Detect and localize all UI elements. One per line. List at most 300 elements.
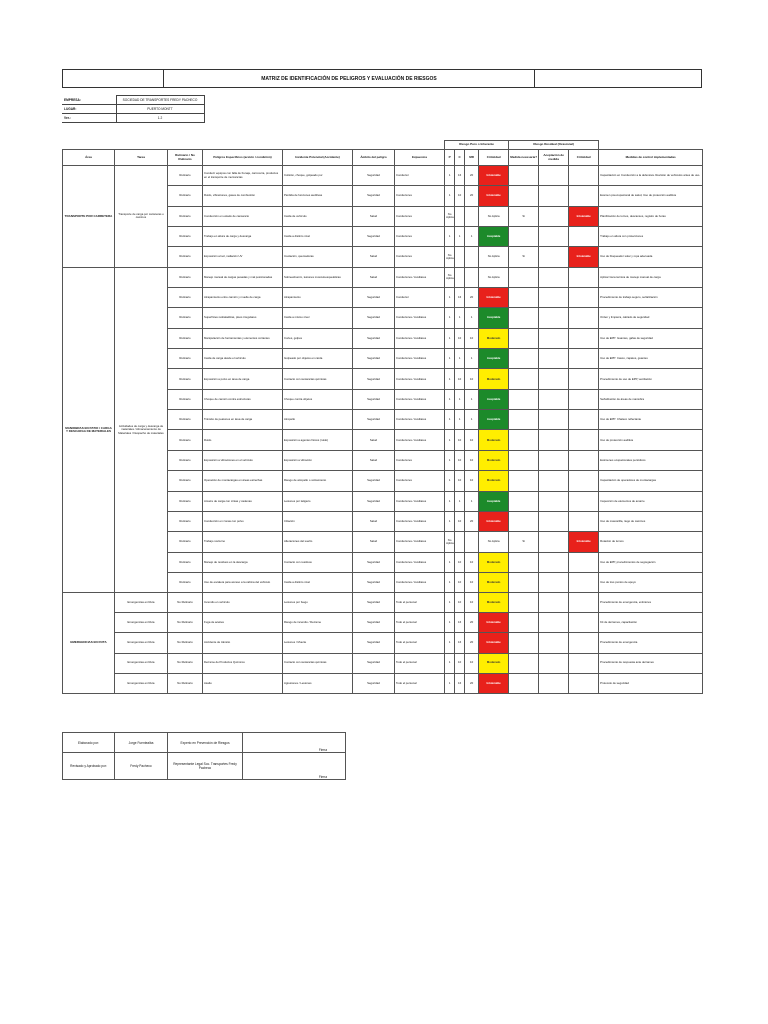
scope-cell: Salud	[353, 511, 395, 531]
column-header: Aceptación de medida	[539, 150, 569, 166]
hazard-cell: Trabajo nocturno	[203, 532, 283, 552]
risk-magnitude-cell: 20	[465, 288, 479, 308]
hazard-cell: Uso de escalera para acceso a la cabina del vehículo	[203, 572, 283, 592]
residual-criticality-cell	[569, 308, 599, 328]
hazard-cell: Asalto	[203, 673, 283, 693]
criticality-badge: Moderado	[479, 552, 509, 572]
criticality-badge: Intolerable	[479, 511, 509, 531]
incident-cell: Cortes, golpes	[283, 328, 353, 348]
task-cell: Actividades de carga y descarga de materiales / Almacenamiento de Materiales / Despacho de materiales	[115, 267, 168, 593]
measure-needed-cell	[509, 349, 539, 369]
residual-criticality-cell	[569, 572, 599, 592]
exposed-cell: Conductores / Auxiliares	[395, 389, 445, 409]
column-header: Incidente Potencial (Accidente)	[283, 150, 353, 166]
consequence-cell: 16	[455, 613, 465, 633]
residual-criticality-cell	[569, 633, 599, 653]
table-row	[63, 653, 703, 673]
area-cell: MANIOBRAS EN PATIO / CARGA Y DESCARGA DE MATERIALES	[63, 267, 115, 593]
residual-criticality-cell	[569, 552, 599, 572]
scope-cell: Seguridad	[353, 572, 395, 592]
control-measures-cell: Capacitación de operadores de montacargas	[599, 471, 703, 491]
probability-cell: 1	[445, 673, 455, 693]
risk-magnitude-cell: 10	[465, 653, 479, 673]
exposed-cell: Conductores	[395, 471, 445, 491]
residual-criticality-cell	[569, 653, 599, 673]
control-measures-cell: Exámenes ocupacionales periódicos	[599, 450, 703, 470]
probability-cell: 1	[445, 653, 455, 673]
scope-cell: Salud	[353, 267, 395, 287]
consequence-cell: 1	[455, 410, 465, 430]
risk-magnitude-cell: 10	[465, 593, 479, 613]
consequence-cell: 10	[455, 471, 465, 491]
table-row	[63, 267, 703, 287]
signature-table	[62, 732, 346, 780]
measure-needed-cell	[509, 653, 539, 673]
probability-cell: 1	[445, 633, 455, 653]
exposed-cell: Conductores / Auxiliares	[395, 267, 445, 287]
column-header: Criticidad	[569, 150, 599, 166]
incident-cell: Sobreesfuerzo, lesiones musculoesqueléticas	[283, 267, 353, 287]
incident-cell: Riesgo de incendio / Derrame	[283, 613, 353, 633]
exposed-cell: Conductores / Auxiliares	[395, 511, 445, 531]
hazard-cell: Choque de camión contra estructuras	[203, 389, 283, 409]
hazard-cell: Caída de carga desde el vehículo	[203, 349, 283, 369]
hazard-cell: Manejo de residuos en la descarga	[203, 552, 283, 572]
measure-acceptance-cell	[539, 206, 569, 226]
exposed-cell: Todo el personal	[395, 673, 445, 693]
criticality-badge: Moderado	[479, 430, 509, 450]
scope-cell: Seguridad	[353, 389, 395, 409]
control-measures-cell: Trabajo en altura con protecciones	[599, 227, 703, 247]
probability-cell: 1	[445, 410, 455, 430]
consequence-cell: 1	[455, 491, 465, 511]
risk-magnitude-cell	[465, 532, 479, 552]
consequence-cell: 10	[455, 450, 465, 470]
consequence-cell: 10	[455, 369, 465, 389]
risk-matrix-table	[62, 140, 703, 694]
routine-cell: Rutinario	[168, 410, 203, 430]
risk-magnitude-cell: 1	[465, 389, 479, 409]
probability-cell: No Aplica	[445, 532, 455, 552]
measure-needed-cell	[509, 410, 539, 430]
exposed-cell: Conductores / Auxiliares	[395, 308, 445, 328]
hazard-cell: Manejo manual de cargas pesadas y mal posicionadas	[203, 267, 283, 287]
measure-needed-cell	[509, 471, 539, 491]
signature-row	[63, 753, 346, 780]
routine-cell: Rutinario	[168, 308, 203, 328]
measure-acceptance-cell	[539, 491, 569, 511]
column-header: Criticidad	[479, 150, 509, 166]
control-measures-cell: Procedimiento de uso de EPP, ventilación	[599, 369, 703, 389]
residual-criticality-cell	[569, 288, 599, 308]
control-measures-cell: Kit de derrames, capacitación	[599, 613, 703, 633]
routine-cell: Rutinario	[168, 491, 203, 511]
incident-cell: Insolación, quemaduras	[283, 247, 353, 267]
probability-cell: 1	[445, 471, 455, 491]
consequence-cell: 10	[455, 572, 465, 592]
consequence-cell: 10	[455, 186, 465, 206]
exposed-cell: Conductores	[395, 186, 445, 206]
scope-cell: Seguridad	[353, 471, 395, 491]
residual-criticality-cell: Intolerable	[569, 247, 599, 267]
incident-cell: Contacto con residuos	[283, 552, 353, 572]
control-measures-cell: Procedimiento de trabajo seguro, señalización	[599, 288, 703, 308]
incident-cell: Contacto con sustancias químicas	[283, 369, 353, 389]
column-header: Tarea	[115, 150, 168, 166]
info-label: EMPRESA:	[62, 96, 116, 105]
control-measures-cell: Uso de tres puntos de apoyo	[599, 572, 703, 592]
probability-cell: 1	[445, 511, 455, 531]
measure-needed-cell	[509, 633, 539, 653]
probability-cell: 1	[445, 613, 455, 633]
measure-acceptance-cell	[539, 328, 569, 348]
measure-needed-cell	[509, 491, 539, 511]
control-measures-cell: Uso de mascarilla, riego de caminos	[599, 511, 703, 531]
routine-cell: No Rutinario	[168, 633, 203, 653]
routine-cell: Rutinario	[168, 186, 203, 206]
measure-acceptance-cell	[539, 430, 569, 450]
risk-magnitude-cell: 10	[465, 430, 479, 450]
risk-magnitude-cell: 10	[465, 572, 479, 592]
probability-cell: 1	[445, 430, 455, 450]
risk-magnitude-cell: 10	[465, 552, 479, 572]
scope-cell: Seguridad	[353, 186, 395, 206]
hazard-cell: Atrapamiento entre camión y muelle de carga	[203, 288, 283, 308]
routine-cell: No Rutinario	[168, 673, 203, 693]
criticality-badge: Aceptable	[479, 308, 509, 328]
risk-magnitude-cell: 20	[465, 673, 479, 693]
measure-acceptance-cell	[539, 633, 569, 653]
criticality-badge: Moderado	[479, 593, 509, 613]
exposed-cell: Conductores	[395, 247, 445, 267]
incident-cell: Contacto con sustancias químicas	[283, 653, 353, 673]
logo-cell	[63, 70, 164, 87]
task-cell: Emergencias en Ruta	[115, 593, 168, 613]
consequence-cell: 10	[455, 430, 465, 450]
control-measures-cell: Inspección de elementos de amarre	[599, 491, 703, 511]
measure-acceptance-cell	[539, 653, 569, 673]
consequence-cell: 1	[455, 227, 465, 247]
probability-cell: No Aplica	[445, 206, 455, 226]
routine-cell: Rutinario	[168, 247, 203, 267]
measure-acceptance-cell	[539, 247, 569, 267]
routine-cell: Rutinario	[168, 328, 203, 348]
measure-needed-cell	[509, 288, 539, 308]
scope-cell: Seguridad	[353, 552, 395, 572]
measure-acceptance-cell	[539, 613, 569, 633]
hazard-cell: Manipulación de herramientas y elementos cortantes	[203, 328, 283, 348]
criticality-badge: Intolerable	[479, 166, 509, 186]
criticality-badge: Aceptable	[479, 389, 509, 409]
hazard-cell: Exposición al sol, radiación UV	[203, 247, 283, 267]
incident-cell: Atropello	[283, 410, 353, 430]
hazard-cell: Superficies resbaladizas, pisos irregulares	[203, 308, 283, 328]
revisado-name: Fredy Pacheco	[115, 753, 168, 780]
probability-cell: 1	[445, 389, 455, 409]
measure-needed-cell: Sí	[509, 247, 539, 267]
measure-acceptance-cell	[539, 389, 569, 409]
company-info-table	[62, 95, 205, 123]
measure-acceptance-cell	[539, 267, 569, 287]
elaborado-role: Experto en Prevención de Riesgos	[168, 733, 243, 753]
routine-cell: Rutinario	[168, 369, 203, 389]
residual-criticality-cell: Intolerable	[569, 206, 599, 226]
routine-cell: Rutinario	[168, 166, 203, 186]
residual-criticality-cell	[569, 267, 599, 287]
probability-cell: 1	[445, 186, 455, 206]
exposed-cell: Todo el personal	[395, 613, 445, 633]
measure-needed-cell	[509, 369, 539, 389]
exposed-cell: Conductores / Auxiliares	[395, 532, 445, 552]
consequence-cell: 10	[455, 653, 465, 673]
control-measures-cell: Procedimiento de emergencia, extintores	[599, 593, 703, 613]
exposed-cell: Todo el personal	[395, 593, 445, 613]
measure-needed-cell	[509, 572, 539, 592]
firma-field-1: Firma	[243, 733, 346, 753]
hazard-cell: Conducir equipos con falla de frenaje, carrocería, productos en el transporte de mercancías	[203, 166, 283, 186]
risk-magnitude-cell	[465, 267, 479, 287]
control-measures-cell: Uso de EPP: Guantes, gafas de seguridad	[599, 328, 703, 348]
info-label: Ver.:	[62, 114, 116, 123]
residual-criticality-cell	[569, 430, 599, 450]
criticality-badge: No Aplica	[479, 532, 509, 552]
group-header-row	[63, 141, 703, 150]
hazard-cell: Fuga de aceites	[203, 613, 283, 633]
consequence-cell: 10	[455, 552, 465, 572]
criticality-badge: Moderado	[479, 328, 509, 348]
exposed-cell: Conductor	[395, 288, 445, 308]
scope-cell: Seguridad	[353, 349, 395, 369]
exposed-cell: Todo el personal	[395, 653, 445, 673]
residual-criticality-cell	[569, 673, 599, 693]
incident-cell: Golpeado por objetos en caída	[283, 349, 353, 369]
residual-criticality-cell	[569, 511, 599, 531]
measure-acceptance-cell	[539, 349, 569, 369]
scope-cell: Seguridad	[353, 308, 395, 328]
probability-cell: 1	[445, 328, 455, 348]
criticality-badge: Intolerable	[479, 633, 509, 653]
scope-cell: Seguridad	[353, 653, 395, 673]
routine-cell: No Rutinario	[168, 593, 203, 613]
scope-cell: Seguridad	[353, 673, 395, 693]
measure-needed-cell	[509, 450, 539, 470]
exposed-cell: Conductor	[395, 166, 445, 186]
control-measures-cell: Capacitación en Conducción a la defensiva. Revisión de vehículos antes de uso.	[599, 166, 703, 186]
table-row	[63, 673, 703, 693]
table-row	[63, 613, 703, 633]
exposed-cell: Conductores	[395, 227, 445, 247]
column-header: Medidas de control implementadas	[599, 150, 703, 166]
criticality-badge: Intolerable	[479, 288, 509, 308]
measure-needed-cell	[509, 186, 539, 206]
incident-cell: Atrapamiento	[283, 288, 353, 308]
consequence-cell: 16	[455, 673, 465, 693]
info-row	[62, 96, 204, 105]
risk-magnitude-cell: 1	[465, 349, 479, 369]
scope-cell: Salud	[353, 532, 395, 552]
scope-cell: Seguridad	[353, 227, 395, 247]
measure-acceptance-cell	[539, 532, 569, 552]
criticality-badge: Intolerable	[479, 186, 509, 206]
scope-cell: Salud	[353, 450, 395, 470]
criticality-badge: Moderado	[479, 369, 509, 389]
consequence-cell: 1	[455, 308, 465, 328]
measure-acceptance-cell	[539, 288, 569, 308]
info-value: 1.2	[116, 114, 204, 123]
header-right-cell	[535, 70, 701, 87]
probability-cell: 1	[445, 593, 455, 613]
residual-criticality-cell	[569, 389, 599, 409]
residual-criticality-cell	[569, 450, 599, 470]
residual-criticality-cell	[569, 410, 599, 430]
control-measures-cell: Protocolo de seguridad	[599, 673, 703, 693]
probability-cell: 1	[445, 552, 455, 572]
control-measures-cell: Orden y limpieza, calzado de seguridad	[599, 308, 703, 328]
scope-cell: Seguridad	[353, 328, 395, 348]
incident-cell: Pérdida de funciones auditivas	[283, 186, 353, 206]
measure-acceptance-cell	[539, 552, 569, 572]
column-header: MR	[465, 150, 479, 166]
consequence-cell: 10	[455, 593, 465, 613]
measure-needed-cell	[509, 430, 539, 450]
residual-criticality-cell	[569, 369, 599, 389]
measure-needed-cell: Sí	[509, 532, 539, 552]
risk-magnitude-cell: 20	[465, 166, 479, 186]
control-measures-cell: Uso de protección auditiva	[599, 430, 703, 450]
column-header: P	[445, 150, 455, 166]
exposed-cell: Conductores	[395, 206, 445, 226]
risk-magnitude-cell	[465, 247, 479, 267]
info-row	[62, 105, 204, 114]
probability-cell: 1	[445, 166, 455, 186]
hazard-cell: Ruido	[203, 430, 283, 450]
criticality-badge: Intolerable	[479, 613, 509, 633]
risk-magnitude-cell: 20	[465, 613, 479, 633]
criticality-badge: No Aplica	[479, 247, 509, 267]
routine-cell: Rutinario	[168, 511, 203, 531]
exposed-cell: Conductores / Auxiliares	[395, 410, 445, 430]
probability-cell: 1	[445, 450, 455, 470]
probability-cell: 1	[445, 349, 455, 369]
residual-criticality-cell	[569, 349, 599, 369]
matrix-body	[63, 166, 703, 694]
risk-magnitude-cell: 1	[465, 410, 479, 430]
risk-magnitude-cell: 20	[465, 186, 479, 206]
measure-needed-cell	[509, 166, 539, 186]
incident-cell: Alteraciones del sueño	[283, 532, 353, 552]
risk-magnitude-cell: 10	[465, 450, 479, 470]
residual-criticality-cell	[569, 593, 599, 613]
residual-criticality-cell	[569, 166, 599, 186]
elaborado-label: Elaborado por:	[63, 733, 115, 753]
measure-acceptance-cell	[539, 673, 569, 693]
table-row	[63, 633, 703, 653]
hazard-cell: Trabajo en altura de carga y descarga	[203, 227, 283, 247]
probability-cell: 1	[445, 288, 455, 308]
risk-magnitude-cell: 1	[465, 227, 479, 247]
routine-cell: Rutinario	[168, 430, 203, 450]
control-measures-cell: Procedimiento de respuesta ante derrames	[599, 653, 703, 673]
hazard-cell: Incendio en vehículo	[203, 593, 283, 613]
measure-needed-cell	[509, 227, 539, 247]
measure-needed-cell	[509, 552, 539, 572]
residual-criticality-cell	[569, 328, 599, 348]
incident-cell: Riesgo de atropello o volcamiento	[283, 471, 353, 491]
exposed-cell: Conductores / Auxiliares	[395, 349, 445, 369]
hazard-cell: Exposición a vibraciones en el vehículo	[203, 450, 283, 470]
measure-needed-cell	[509, 308, 539, 328]
measure-needed-cell	[509, 593, 539, 613]
incident-cell: Exposición a vibración	[283, 450, 353, 470]
residual-criticality-cell	[569, 491, 599, 511]
control-measures-cell: Uso de EPP: Chaleco reflectante	[599, 410, 703, 430]
document-title: MATRIZ DE IDENTIFICACIÓN DE PELIGROS Y EVALUACIÓN DE RIESGOS	[164, 70, 535, 87]
hazard-cell: Ruido, vibraciones, gases de combustión	[203, 186, 283, 206]
hazard-cell: Operación de montacargas en áreas estrechas	[203, 471, 283, 491]
scope-cell: Seguridad	[353, 593, 395, 613]
measure-needed-cell	[509, 267, 539, 287]
column-header: Medida necesaria?	[509, 150, 539, 166]
measure-needed-cell	[509, 389, 539, 409]
incident-cell: Choque contra objetos	[283, 389, 353, 409]
consequence-cell: 10	[455, 328, 465, 348]
exposed-cell: Conductores / Auxiliares	[395, 572, 445, 592]
criticality-badge: Moderado	[479, 653, 509, 673]
risk-magnitude-cell: 10	[465, 471, 479, 491]
probability-cell: 1	[445, 308, 455, 328]
risk-magnitude-cell: 10	[465, 369, 479, 389]
control-measures-cell: Uso de EPP, procedimientos de segregación	[599, 552, 703, 572]
residual-criticality-cell	[569, 186, 599, 206]
measure-needed-cell	[509, 673, 539, 693]
hazard-cell: Conducción en zonas con polvo	[203, 511, 283, 531]
probability-cell: 1	[445, 369, 455, 389]
scope-cell: Salud	[353, 430, 395, 450]
column-header: Rutinario / No Rutinario	[168, 150, 203, 166]
task-cell: Emergencias en Ruta	[115, 633, 168, 653]
firma-field-2: Firma	[243, 753, 346, 780]
exposed-cell: Conductores / Auxiliares	[395, 369, 445, 389]
revisado-role: Representante Legal Soc. Transportes Fredy Pacheco	[168, 753, 243, 780]
incident-cell: Irritación	[283, 511, 353, 531]
incident-cell: Lesiones / Muerte	[283, 633, 353, 653]
control-measures-cell: Aplicar Guía técnica de manejo manual de carga	[599, 267, 703, 287]
routine-cell: Rutinario	[168, 552, 203, 572]
risk-magnitude-cell: 1	[465, 308, 479, 328]
probability-cell: No Aplica	[445, 267, 455, 287]
risk-magnitude-cell	[465, 206, 479, 226]
routine-cell: Rutinario	[168, 349, 203, 369]
measure-acceptance-cell	[539, 166, 569, 186]
consequence-cell: 16	[455, 166, 465, 186]
task-cell: Emergencias en Ruta	[115, 653, 168, 673]
hazard-cell: Derrame de Productos Químicos	[203, 653, 283, 673]
risk-magnitude-cell: 20	[465, 511, 479, 531]
document-title-box	[62, 69, 702, 88]
revisado-label: Revisado y Aprobado por:	[63, 753, 115, 780]
exposed-cell: Todo el personal	[395, 633, 445, 653]
exposed-cell: Conductores	[395, 450, 445, 470]
risk-magnitude-cell: 1	[465, 491, 479, 511]
exposed-cell: Conductores / Auxiliares	[395, 491, 445, 511]
task-cell: Transporte de carga por carreteras o caminos	[115, 166, 168, 268]
risk-magnitude-cell: 20	[465, 633, 479, 653]
hazard-cell: Conducción en estado de cansancio	[203, 206, 283, 226]
incident-cell: Lesiones por latigazo	[283, 491, 353, 511]
exposed-cell: Conductores / Auxiliares	[395, 552, 445, 572]
column-header: Área	[63, 150, 115, 166]
control-measures-cell: Uso de bloqueador solar y ropa adecuada	[599, 247, 703, 267]
